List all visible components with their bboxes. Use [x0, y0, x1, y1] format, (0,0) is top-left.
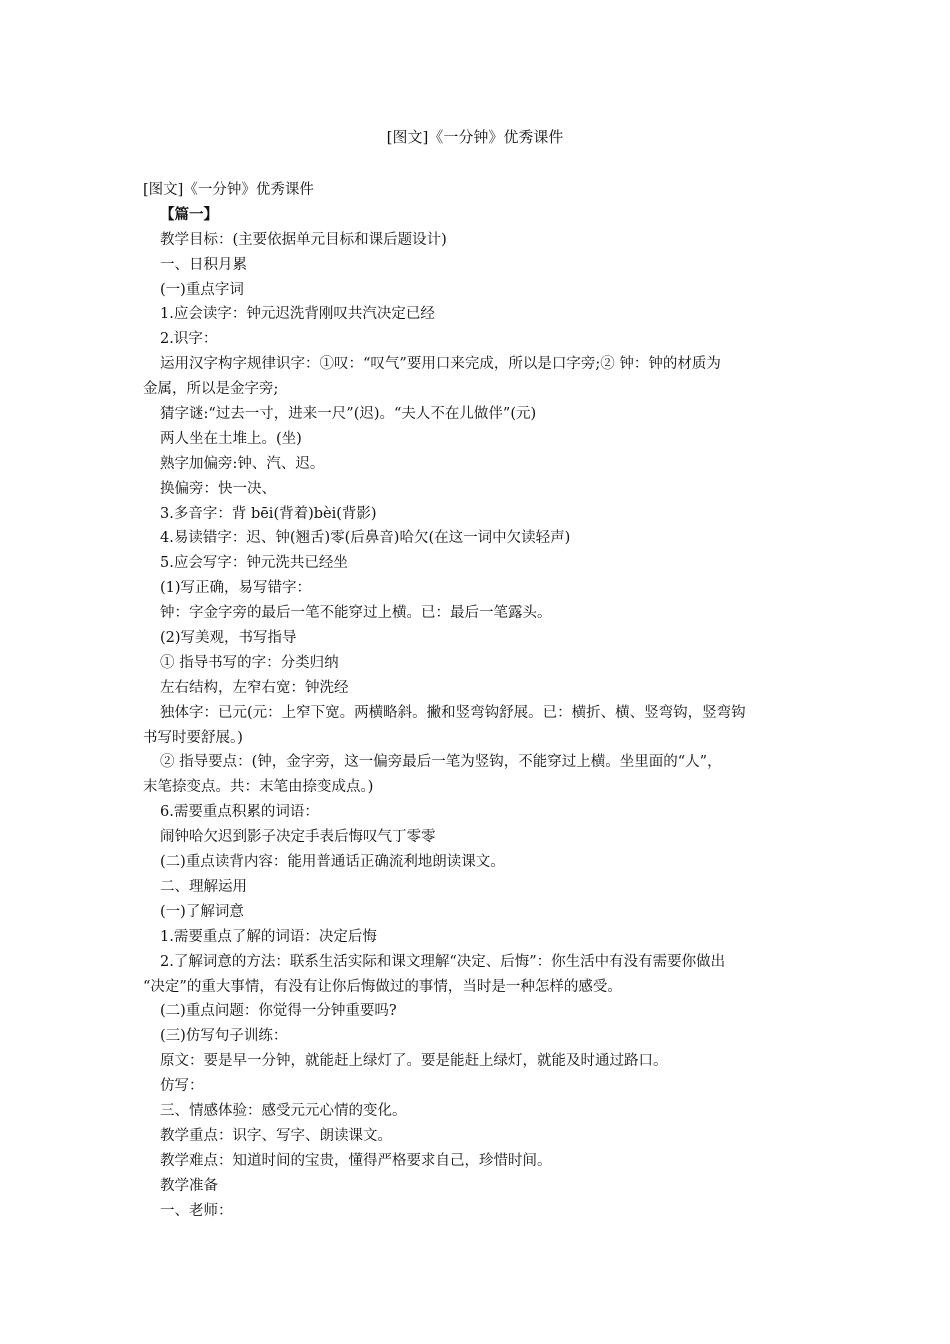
text-line: 猜字谜:“过去一寸，进来一尺”(迟)。“夫人不在儿做伴”(元) [160, 406, 537, 423]
text-line: 原文：要是早一分钟，就能赶上绿灯了。要是能赶上绿灯，就能及时通过路口。 [160, 1053, 668, 1070]
text-line: (一)了解词意 [160, 903, 244, 920]
text-line: 教学准备 [160, 1177, 218, 1194]
text-line: 教学难点：知道时间的宝贵，懂得严格要求自己，珍惜时间。 [160, 1152, 552, 1169]
text-line: 钟：字金字旁的最后一笔不能穿过上横。已：最后一笔露头。 [160, 605, 552, 622]
text-line-section-label: 【篇一】 [160, 205, 218, 223]
text-line: 2.了解词意的方法：联系生活实际和课文理解“决定、后悔”：你生活中有没有需要你做出 [160, 953, 726, 970]
text-line: 教学目标：(主要依据单元目标和课后题设计) [160, 231, 447, 248]
text-line: ① 指导书写的字：分类归纳 [160, 654, 339, 671]
text-line: 1.应会读字：钟元迟洗背刚叹共汽决定已经 [160, 306, 435, 323]
text-line: 5.应会写字：钟元洗共已经坐 [160, 555, 348, 572]
text-line: 6.需要重点积累的词语： [160, 804, 319, 821]
text-line: 教学重点：识字、写字、朗读课文。 [160, 1127, 392, 1144]
text-line-continuation: 金属，所以是金字旁; [143, 381, 279, 398]
document-body [143, 178, 808, 1223]
text-line: 运用汉字构字规律识字：①叹：“叹气”要用口来完成，所以是口字旁;② 钟：钟的材质为 [160, 356, 721, 373]
text-line: 换偏旁：快一决、 [160, 480, 276, 497]
text-line-continuation: “决定”的重大事情，有没有让你后悔做过的事情，当时是一种怎样的感受。 [143, 978, 622, 995]
text-line: 仿写： [160, 1078, 204, 1095]
text-line: (一)重点字词 [160, 281, 244, 298]
text-line: (二)重点读背内容：能用普通话正确流利地朗读课文。 [160, 854, 505, 871]
text-line: 3.多音字：背 bēi(背着)bèi(背影) [160, 505, 377, 522]
text-line: 三、情感体验：感受元元心情的变化。 [160, 1102, 407, 1119]
text-line: (2)写美观，书写指导 [160, 630, 297, 647]
text-line-continuation: 书写时要舒展。) [143, 729, 243, 746]
text-line: 4.易读错字：迟、钟(翘舌)零(后鼻音)哈欠(在这一词中欠读轻声) [160, 530, 571, 547]
text-line: 2.识字： [160, 331, 218, 348]
text-line: 闹钟哈欠迟到影子决定手表后悔叹气丁零零 [160, 829, 436, 846]
text-line: 两人坐在土堆上。(坐) [160, 430, 302, 447]
text-line: 1.需要重点了解的词语：决定后悔 [160, 928, 377, 945]
text-line: 左右结构，左窄右宽：钟洗经 [160, 679, 349, 696]
document-title: [图文]《一分钟》优秀课件 [386, 128, 564, 146]
text-line: 独体字：已元(元：上窄下宽。两横略斜。撇和竖弯钩舒展。已：横折、横、竖弯钩，竖弯钩 [160, 704, 746, 721]
text-line: 熟字加偏旁:钟、汽、迟。 [160, 455, 325, 472]
text-line: 二、理解运用 [160, 878, 247, 895]
text-line-heading: [图文]《一分钟》优秀课件 [143, 182, 314, 198]
text-line: 一、老师： [160, 1202, 233, 1219]
text-line: (二)重点问题：你觉得一分钟重要吗? [160, 1003, 397, 1020]
text-line: 一、日积月累 [160, 256, 247, 273]
text-line: ② 指导要点：(钟，金字旁，这一偏旁最后一笔为竖钩，不能穿过上横。坐里面的“人”， [160, 754, 722, 771]
text-line-continuation: 末笔捺变点。共：末笔由捺变成点。) [143, 779, 374, 796]
text-line: (三)仿写句子训练： [160, 1028, 288, 1045]
text-line: (1)写正确，易写错字： [160, 580, 312, 597]
